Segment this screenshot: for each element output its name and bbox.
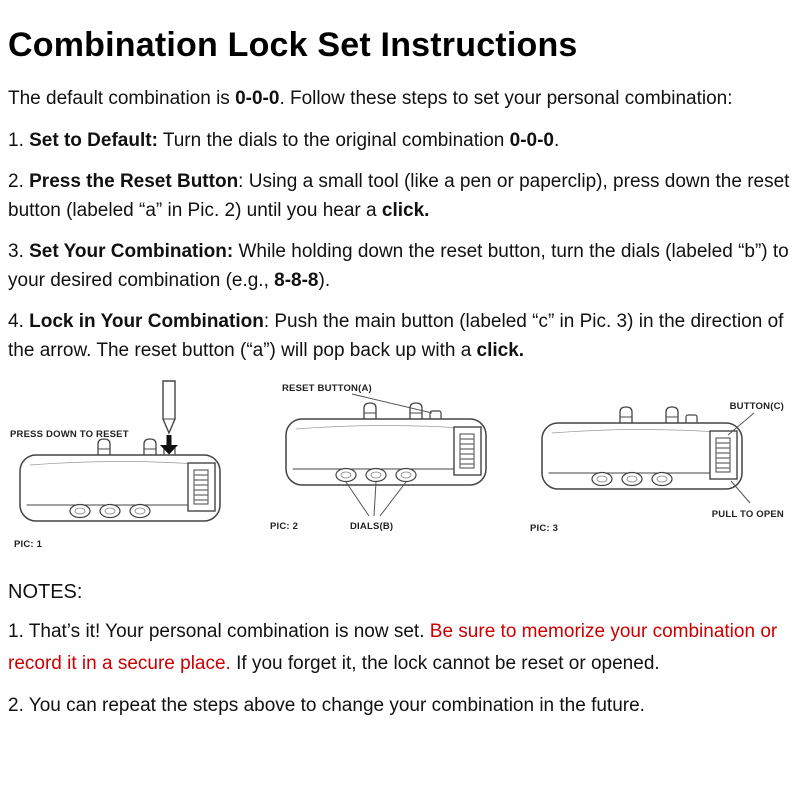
press-down-label: PRESS DOWN TO RESET [10,429,129,440]
figures-row [8,379,790,559]
leader-line [731,481,750,503]
page-title: Combination Lock Set Instructions [8,26,578,64]
dials-label: DIALS(B) [350,521,394,532]
reset-button-label: RESET BUTTON(A) [282,383,372,394]
figure-pic-3 [528,379,788,559]
lock-illustration [542,407,742,489]
step-2: 2. Press the Reset Button: Using a small tool (like a pen or paperclip), press down the reset button (labeled “a” in Pic. 2) until you hear a click. [8,171,790,221]
lock-illustration [20,439,220,521]
step-3: 3. Set Your Combination: While holding down the reset button, turn the dials (labeled “b”) to your desired combination (e.g., 8-8-8). [8,241,789,291]
figure-pic-2 [268,379,528,559]
pic2-caption: PIC: 2 [270,521,299,532]
intro-text: The default combination is 0-0-0. Follow these steps to set your personal combination: [8,88,733,109]
leader-line [346,482,369,516]
leader-line [374,482,376,516]
pull-to-open-label: PULL TO OPEN [711,509,784,520]
button-c-label: BUTTON(C) [729,401,784,412]
pic1-caption: PIC: 1 [14,539,43,550]
step-4: 4. Lock in Your Combination: Push the main button (labeled “c” in Pic. 3) in the direction of the arrow. The reset button (“a”) will pop back up with a click. [8,311,784,361]
step-1: 1. Set to Default: Turn the dials to the original combination 0-0-0. [8,129,560,151]
pen-tool-icon [163,381,175,433]
pic3-caption: PIC: 3 [530,523,559,534]
figure-pic-1 [8,379,268,559]
leader-line [380,482,406,516]
note-1: 1. That’s it! Your personal combination is now set. Be sure to memorize your combination or record it in a secure place. If you forget it, the lock cannot be reset or opened. [8,621,778,675]
note-2: 2. You can repeat the steps above to change your combination in the future. [8,694,645,716]
lock-illustration [286,403,486,485]
notes-heading: NOTES: [8,581,83,603]
